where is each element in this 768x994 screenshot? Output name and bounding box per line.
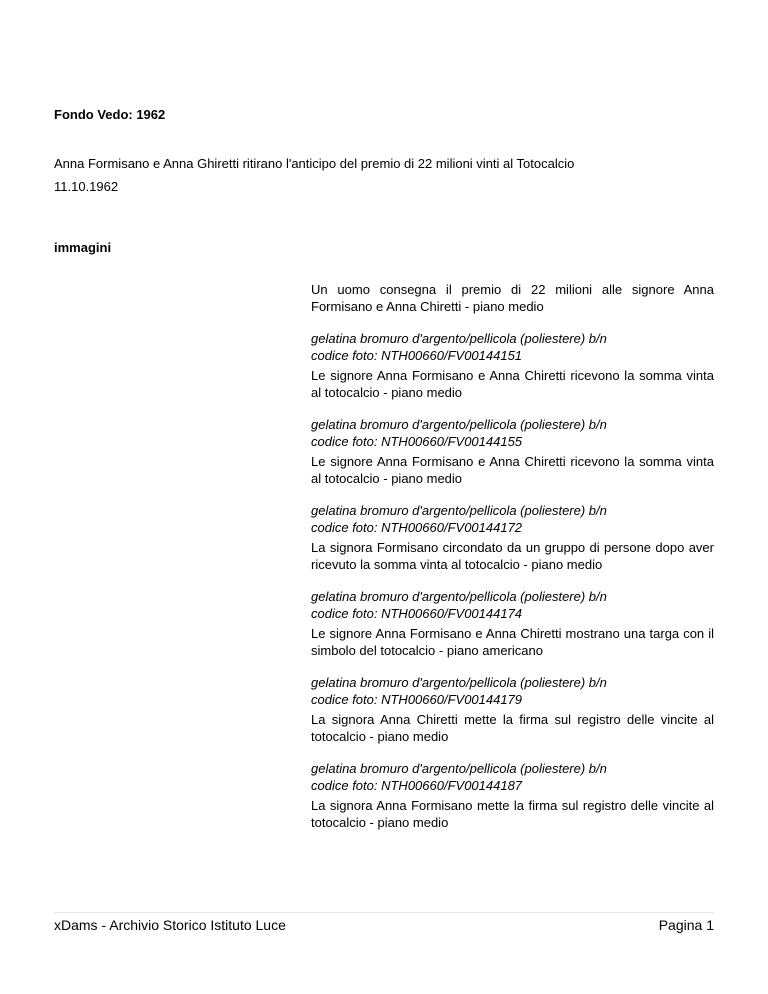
fondo-heading: Fondo Vedo: 1962 bbox=[54, 107, 166, 122]
image-technique: gelatina bromuro d'argento/pellicola (poliestere) b/n bbox=[311, 761, 607, 776]
image-entry bbox=[311, 711, 714, 794]
image-description: Un uomo consegna il premio di 22 milioni alle signore Anna Formisano e Anna Chiretti - piano medio bbox=[311, 282, 714, 314]
image-entry bbox=[311, 539, 714, 622]
record-date: 11.10.1962 bbox=[54, 179, 119, 194]
image-technique: gelatina bromuro d'argento/pellicola (poliestere) b/n bbox=[311, 503, 607, 518]
image-entry bbox=[311, 281, 714, 364]
image-description: Le signore Anna Formisano e Anna Chiretti mostrano una targa con il simbolo del totocalcio - piano americano bbox=[311, 626, 714, 658]
image-description: La signora Anna Chiretti mette la firma sul registro delle vincite al totocalcio - piano medio bbox=[311, 712, 714, 744]
images-section-label: immagini bbox=[54, 240, 112, 255]
image-code: codice foto: NTH00660/FV00144179 bbox=[311, 692, 523, 707]
image-description: Le signore Anna Formisano e Anna Chiretti ricevono la somma vinta al totocalcio - piano medio bbox=[311, 454, 714, 486]
image-code: codice foto: NTH00660/FV00144172 bbox=[311, 520, 523, 535]
image-code: codice foto: NTH00660/FV00144155 bbox=[311, 434, 523, 449]
image-description: La signora Formisano circondato da un gruppo di persone dopo aver ricevuto la somma vinta al totocalcio - piano medio bbox=[311, 540, 714, 572]
image-entry bbox=[311, 797, 714, 831]
image-metadata bbox=[311, 416, 714, 450]
image-technique: gelatina bromuro d'argento/pellicola (poliestere) b/n bbox=[311, 417, 607, 432]
footer-archive-name: xDams - Archivio Storico Istituto Luce bbox=[54, 917, 286, 933]
image-code: codice foto: NTH00660/FV00144187 bbox=[311, 778, 523, 793]
image-entry bbox=[311, 453, 714, 536]
image-technique: gelatina bromuro d'argento/pellicola (poliestere) b/n bbox=[311, 331, 607, 346]
image-metadata bbox=[311, 588, 714, 622]
footer-page-number: Pagina 1 bbox=[658, 917, 714, 933]
image-description: La signora Anna Formisano mette la firma sul registro delle vincite al totocalcio - piano medio bbox=[311, 798, 714, 830]
images-list bbox=[311, 281, 714, 831]
image-code: codice foto: NTH00660/FV00144151 bbox=[311, 348, 523, 363]
image-metadata bbox=[311, 330, 714, 364]
image-code: codice foto: NTH00660/FV00144174 bbox=[311, 606, 523, 621]
image-technique: gelatina bromuro d'argento/pellicola (poliestere) b/n bbox=[311, 589, 607, 604]
image-description: Le signore Anna Formisano e Anna Chiretti ricevono la somma vinta al totocalcio - piano medio bbox=[311, 368, 714, 400]
image-metadata bbox=[311, 502, 714, 536]
image-metadata bbox=[311, 674, 714, 708]
image-entry bbox=[311, 625, 714, 708]
record-title: Anna Formisano e Anna Ghiretti ritirano l'anticipo del premio di 22 milioni vinti al Totocalcio bbox=[54, 156, 575, 171]
footer-divider bbox=[54, 912, 714, 913]
image-entry bbox=[311, 367, 714, 450]
image-metadata bbox=[311, 760, 714, 794]
image-technique: gelatina bromuro d'argento/pellicola (poliestere) b/n bbox=[311, 675, 607, 690]
